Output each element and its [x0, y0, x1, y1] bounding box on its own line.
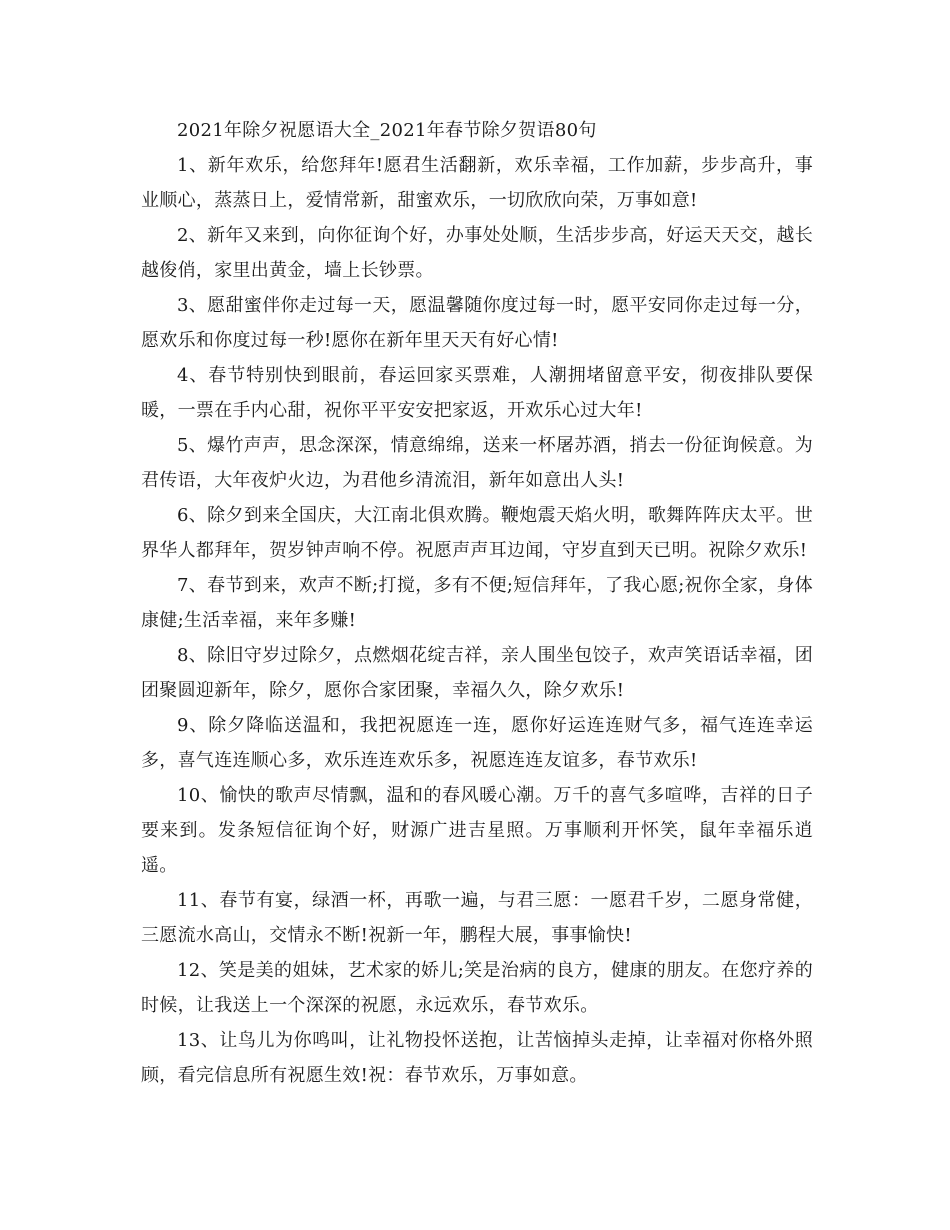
greeting-item-8: 8、除旧守岁过除夕，点燃烟花绽吉祥，亲人围坐包饺子，欢声笑语话幸福，团团聚圆迎新年，除夕，愿你合家团聚，幸福久久，除夕欢乐!: [141, 645, 813, 701]
greeting-item-12: 12、笑是美的姐妹，艺术家的娇儿;笑是治病的良方，健康的朋友。在您疗养的时候，让我送上一个深深的祝愿，永远欢乐，春节欢乐。: [141, 960, 813, 1016]
greeting-item-10: 10、愉快的歌声尽情飘，温和的春风暖心潮。万千的喜气多喧哗，吉祥的日子要来到。发条短信征询个好，财源广进吉星照。万事顺利开怀笑，鼠年幸福乐逍遥。: [141, 785, 813, 876]
greeting-item-7: 7、春节到来，欢声不断;打搅，多有不便;短信拜年，了我心愿;祝你全家，身体康健;生活幸福，来年多赚!: [141, 575, 813, 631]
greeting-item-1: 1、新年欢乐，给您拜年!愿君生活翻新，欢乐幸福，工作加薪，步步高升，事业顺心，蒸蒸日上，爱情常新，甜蜜欢乐，一切欣欣向荣，万事如意!: [141, 155, 813, 211]
greeting-item-5: 5、爆竹声声，思念深深，情意绵绵，送来一杯屠苏酒，捎去一份征询候意。为君传语，大年夜炉火边，为君他乡清流泪，新年如意出人头!: [141, 435, 813, 491]
greeting-item-4: 4、春节特别快到眼前，春运回家买票难，人潮拥堵留意平安，彻夜排队要保暖，一票在手内心甜，祝你平平安安把家返，开欢乐心过大年!: [141, 365, 813, 421]
greeting-item-11: 11、春节有宴，绿酒一杯，再歌一遍，与君三愿：一愿君千岁，二愿身常健，三愿流水高山，交情永不断!祝新一年，鹏程大展，事事愉快!: [141, 890, 813, 946]
document-title: 2021年除夕祝愿语大全_2021年春节除夕贺语80句: [177, 120, 597, 141]
greeting-item-13: 13、让鸟儿为你鸣叫，让礼物投怀送抱，让苦恼掉头走掉，让幸福对你格外照顾，看完信息所有祝愿生效!祝：春节欢乐，万事如意。: [141, 1030, 813, 1086]
greeting-item-9: 9、除夕降临送温和，我把祝愿连一连，愿你好运连连财气多，福气连连幸运多，喜气连连顺心多，欢乐连连欢乐多，祝愿连连友谊多，春节欢乐!: [141, 715, 813, 771]
greeting-item-6: 6、除夕到来全国庆，大江南北俱欢腾。鞭炮震天焰火明，歌舞阵阵庆太平。世界华人都拜年，贺岁钟声响不停。祝愿声声耳边闻，守岁直到天已明。祝除夕欢乐!: [141, 505, 813, 561]
document-body: [141, 113, 813, 1093]
greeting-item-2: 2、新年又来到，向你征询个好，办事处处顺，生活步步高，好运天天交，越长越俊俏，家里出黄金，墙上长钞票。: [141, 225, 813, 281]
greeting-item-3: 3、愿甜蜜伴你走过每一天，愿温馨随你度过每一时，愿平安同你走过每一分，愿欢乐和你度过每一秒!愿你在新年里天天有好心情!: [141, 295, 813, 351]
